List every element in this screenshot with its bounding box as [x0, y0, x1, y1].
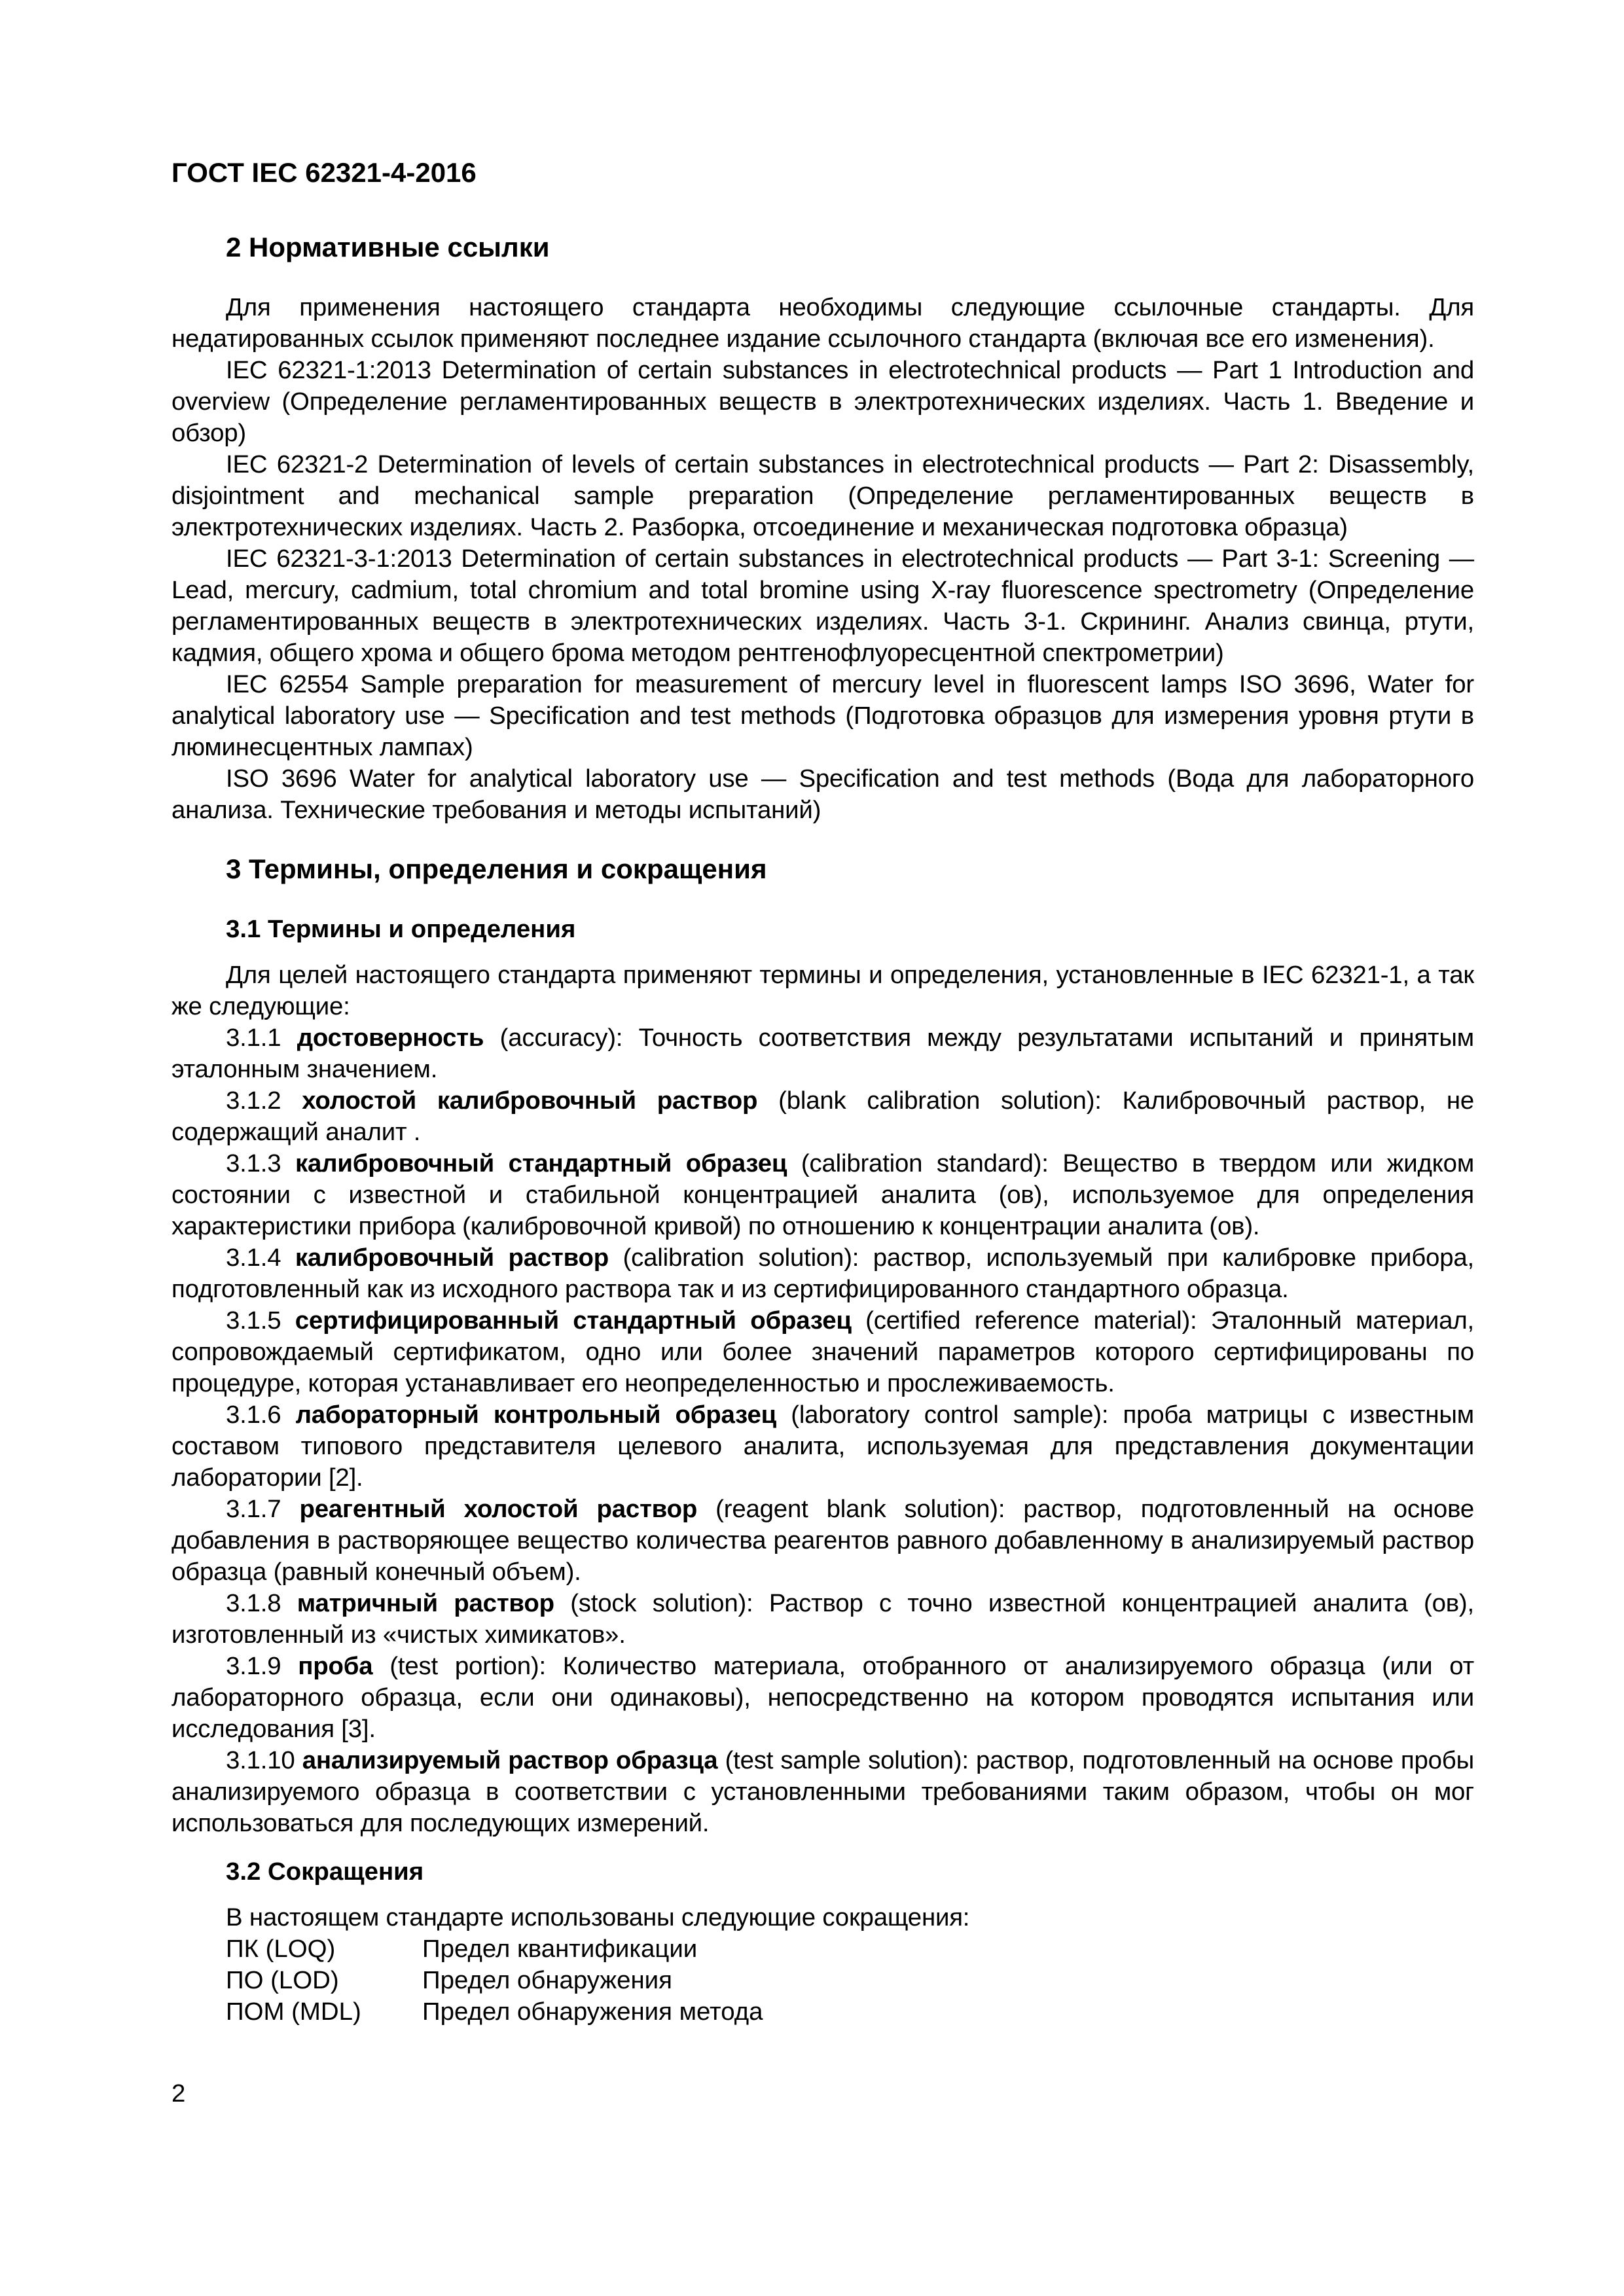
term-definition — [171, 1085, 1474, 1148]
term-name: достоверность — [297, 1024, 484, 1052]
term-definition — [171, 1494, 1474, 1588]
term-text: (test portion): Количество материала, отобранного от анализируемого образца (или от лабораторного образца, если они одинаковы), непосредственно на котором проводятся испытания или исследования [3]. — [171, 1652, 1474, 1743]
section-title: 3 Термины, определения и сокращения — [226, 853, 767, 884]
term-number: 3.1.2 — [226, 1086, 302, 1115]
term-definition — [171, 1305, 1474, 1399]
page-content — [171, 229, 1474, 2028]
term-text: (accuracy): Точность соответствия между результатами испытаний и принятым эталонным значением. — [171, 1024, 1474, 1083]
term-name: реагентный холостой раствор — [299, 1495, 698, 1523]
document-header: ГОСТ IEC 62321-4-2016 — [171, 157, 477, 188]
term-definition — [171, 1745, 1474, 1839]
abbreviation-meaning: Предел обнаружения метода — [422, 1998, 763, 2026]
paragraph: Для применения настоящего стандарта необходимы следующие ссылочные стандарты. Для недатированных ссылок применяют последнее издание ссылочного стандарта (включая все его изменения). — [171, 293, 1474, 353]
term-definition — [171, 1148, 1474, 1242]
term-number: 3.1.1 — [226, 1024, 297, 1052]
term-name: холостой калибровочный раствор — [302, 1086, 758, 1115]
term-definition — [171, 1399, 1474, 1494]
abbreviation-meaning: Предел квантификации — [422, 1935, 698, 1963]
reference-item: IEC 62554 Sample preparation for measurement of mercury level in fluorescent lamps ISO 3696, Water for analytical laboratory use — Specification and test methods (Подготовка образцов для измерения уровня ртути в люминесцентных лампах) — [171, 670, 1474, 761]
term-number: 3.1.5 — [226, 1306, 295, 1335]
term-definition — [171, 1242, 1474, 1305]
reference-item: ISO 3696 Water for analytical laboratory use — Specification and test methods (Вода для лабораторного анализа. Технические требования и методы испытаний) — [171, 764, 1474, 824]
term-number: 3.1.3 — [226, 1149, 295, 1177]
term-name: анализируемый раствор образца — [302, 1746, 718, 1774]
term-name: лабораторный контрольный образец — [295, 1401, 777, 1429]
term-definition — [171, 1651, 1474, 1745]
term-name: сертифицированный стандартный образец — [295, 1306, 852, 1335]
subsection-title: 3.2 Сокращения — [226, 1857, 424, 1886]
reference-item: IEC 62321-3-1:2013 Determination of certain substances in electrotechnical products — Part 3-1: Screening — Lead, mercury, cadmium, total chromium and total bromine using X-ray fluorescence spectrometry (Определение регламентированных веществ в электротехнических изделиях. Часть 3-1. Скрининг. Анализ свинца, ртути, кадмия, общего хрома и общего брома методом рентгенофлуоресцентной спектрометрии) — [171, 545, 1474, 667]
term-number: 3.1.7 — [226, 1495, 300, 1523]
term-text: (blank calibration solution): Калибровочный раствор, не содержащий аналит . — [171, 1086, 1474, 1146]
term-number: 3.1.10 — [226, 1746, 302, 1774]
subsection-title: 3.1 Термины и определения — [226, 915, 576, 943]
term-definition — [171, 1588, 1474, 1651]
term-number: 3.1.8 — [226, 1589, 297, 1617]
section-terms — [171, 851, 1474, 2028]
abbreviation-list — [171, 1933, 1474, 2028]
term-text: (reagent blank solution): раствор, подготовленный на основе добавления в растворяющее вещество количества реагентов равного добавленному в анализируемый раствор образца (равный конечный объем). — [171, 1495, 1475, 1586]
abbreviation: ПОМ (MDL) — [226, 1998, 361, 2026]
term-text: (calibration solution): раствор, используемый при калибровке прибора, подготовленный как из исходного раствора так и из сертифицированного стандартного образца. — [171, 1244, 1474, 1303]
abbreviation-item — [171, 1996, 1474, 2028]
term-definition — [171, 1022, 1474, 1085]
term-number: 3.1.9 — [226, 1652, 298, 1680]
term-name: проба — [298, 1652, 373, 1680]
term-name: калибровочный стандартный образец — [295, 1149, 787, 1177]
term-number: 3.1.6 — [226, 1401, 296, 1429]
section-normative-references — [171, 229, 1474, 826]
abbreviation-item — [171, 1965, 1474, 1996]
term-name: матричный раствор — [297, 1589, 554, 1617]
reference-item: IEC 62321-2 Determination of levels of certain substances in electrotechnical products — Part 2: Disassembly, disjointment and mechanical sample preparation (Определение регламентированных веществ в электротехнических изделиях. Часть 2. Разборка, отсоединение и механическая подготовка образца) — [171, 450, 1474, 541]
paragraph: Для целей настоящего стандарта применяют термины и определения, установленные в IEC 62321-1, а так же следующие: — [171, 961, 1474, 1020]
term-name: калибровочный раствор — [295, 1244, 609, 1272]
term-text: (certified reference material): Эталонный материал, сопровождаемый сертификатом, одно или более значений параметров которого сертифицированы по процедуре, которая устанавливает его неопределенностью и прослеживаемость. — [171, 1306, 1474, 1397]
abbreviation-item — [171, 1933, 1474, 1965]
term-text: (test sample solution): раствор, подготовленный на основе пробы анализируемого образца в соответствии с установленными требованиями таким образом, чтобы он мог использоваться для последующих измерений. — [171, 1746, 1474, 1837]
section-title: 2 Нормативные ссылки — [226, 232, 550, 262]
abbreviation: ПК (LOQ) — [226, 1935, 336, 1963]
term-text: (laboratory control sample): проба матрицы с известным составом типового представителя целевого аналита, используемая для представления документации лаборатории [2]. — [171, 1401, 1474, 1492]
term-text: (calibration standard): Вещество в твердом или жидком состоянии с известной и стабильной концентрацией аналита (ов), используемое для определения характеристики прибора (калибровочной кривой) по отношению к концентрации аналита (ов). — [171, 1149, 1475, 1240]
page-number: 2 — [171, 2079, 186, 2108]
term-text: (stock solution): Раствор с точно известной концентрацией аналита (ов), изготовленный из «чистых химикатов». — [171, 1589, 1474, 1649]
paragraph: В настоящем стандарте использованы следующие сокращения: — [226, 1903, 970, 1931]
term-number: 3.1.4 — [226, 1244, 295, 1272]
abbreviation: ПО (LOD) — [226, 1966, 339, 1994]
abbreviation-meaning: Предел обнаружения — [422, 1966, 672, 1994]
reference-item: IEC 62321-1:2013 Determination of certain substances in electrotechnical products — Part 1 Introduction and overview (Определение регламентированных веществ в электротехнических изделиях. Часть 1. Введение и обзор) — [171, 356, 1474, 447]
